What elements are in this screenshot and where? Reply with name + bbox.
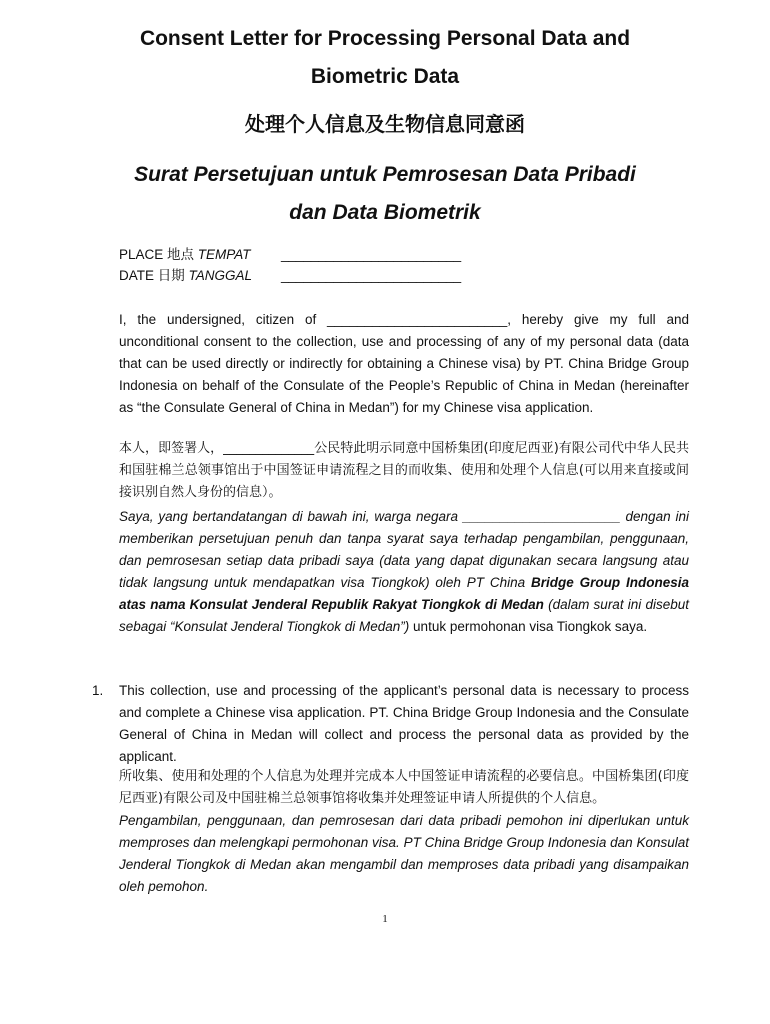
intro-indonesian-bold: Bridge Group Indonesia atas nama Konsulat Jenderal Republik Rakyat Tiongkok di Medan bbox=[119, 575, 689, 612]
title-english-line1: Consent Letter for Processing Personal Data and bbox=[139, 27, 631, 50]
title-indonesian bbox=[60, 156, 710, 232]
intro-english: I, the undersigned, citizen of ________________________, hereby give my full and unconditional consent to the collection, use and processing of any of my personal data (data that can be used directly or indirectly for obtaining a Chinese visa) by PT. China Bridge Group Indonesia on behalf of the Consulate of the People’s Republic of China in Medan (hereinafter as “the Consulate General of China in Medan”) for my Chinese visa application. bbox=[119, 312, 689, 415]
intro-indonesian: Saya, yang bertandatangan di bawah ini, warga negara _____________________ dengan ini memberikan persetujuan penuh dan tanpa syarat saya terhadap pengambilan, penggunaan, dan pemrosesan setiap data pribadi saya (data yang dapat digunakan secara langsung atau tidak langsung untuk mendapatkan visa Tiongkok) oleh PT China Bridge Group Indonesia atas nama Konsulat Jenderal Republik Rakyat Tiongkok di Medan (dalam surat ini disebut sebagai “Konsulat Jenderal Tiongkok di Medan”) untuk permohonan visa Tiongkok saya. bbox=[119, 509, 689, 634]
date-label: DATE 日期 TANGGAL bbox=[119, 268, 253, 283]
section-1-english: This collection, use and processing of the applicant’s personal data is necessary to process and complete a Chinese visa application. PT. China Bridge Group Indonesia and the Consulate General of China in Medan will collect and process the personal data as provided by the applicant. bbox=[119, 683, 689, 764]
title-indonesian-line1: Surat Persetujuan untuk Pemrosesan Data Pribadi bbox=[134, 163, 636, 186]
place-field bbox=[119, 245, 461, 265]
title-english bbox=[60, 20, 710, 96]
title-indonesian-line2: dan Data Biometrik bbox=[289, 201, 481, 224]
section-1-number: 1. bbox=[92, 683, 104, 698]
title-chinese: 处理个人信息及生物信息同意函 bbox=[245, 114, 525, 136]
section-1-chinese: 所收集、使用和处理的个人信息为处理并完成本人中国签证申请流程的必要信息。中国桥集团(印度尼西亚)有限公司及中国驻棉兰总领事馆将收集并处理签证申请人所提供的个人信息。 bbox=[119, 769, 689, 806]
date-field bbox=[119, 266, 461, 286]
page-number: 1 bbox=[382, 913, 388, 925]
section-1-indonesian: Pengambilan, penggunaan, dan pemrosesan dari data pribadi pemohon ini diperlukan untuk memproses dan melengkapi permohonan visa. PT China Bridge Group Indonesia dan Konsulat Jenderal Tiongkok di Medan akan mengambil dan memproses data pribadi yang disampaikan oleh pemohon. bbox=[119, 813, 689, 894]
place-label: PLACE 地点 TEMPAT bbox=[119, 247, 251, 262]
intro-chinese: 本人，即签署人，______________公民特此明示同意中国桥集团(印度尼西亚)有限公司代中华人民共和国驻棉兰总领事馆出于中国签证申请流程之目的而收集、使用和处理个人信息(可以用来直接或间接识别自然人身份的信息）。 bbox=[119, 441, 689, 500]
date-blank: ________________________ bbox=[281, 268, 462, 283]
title-english-line2: Biometric Data bbox=[310, 65, 460, 88]
place-blank: ________________________ bbox=[281, 247, 462, 262]
